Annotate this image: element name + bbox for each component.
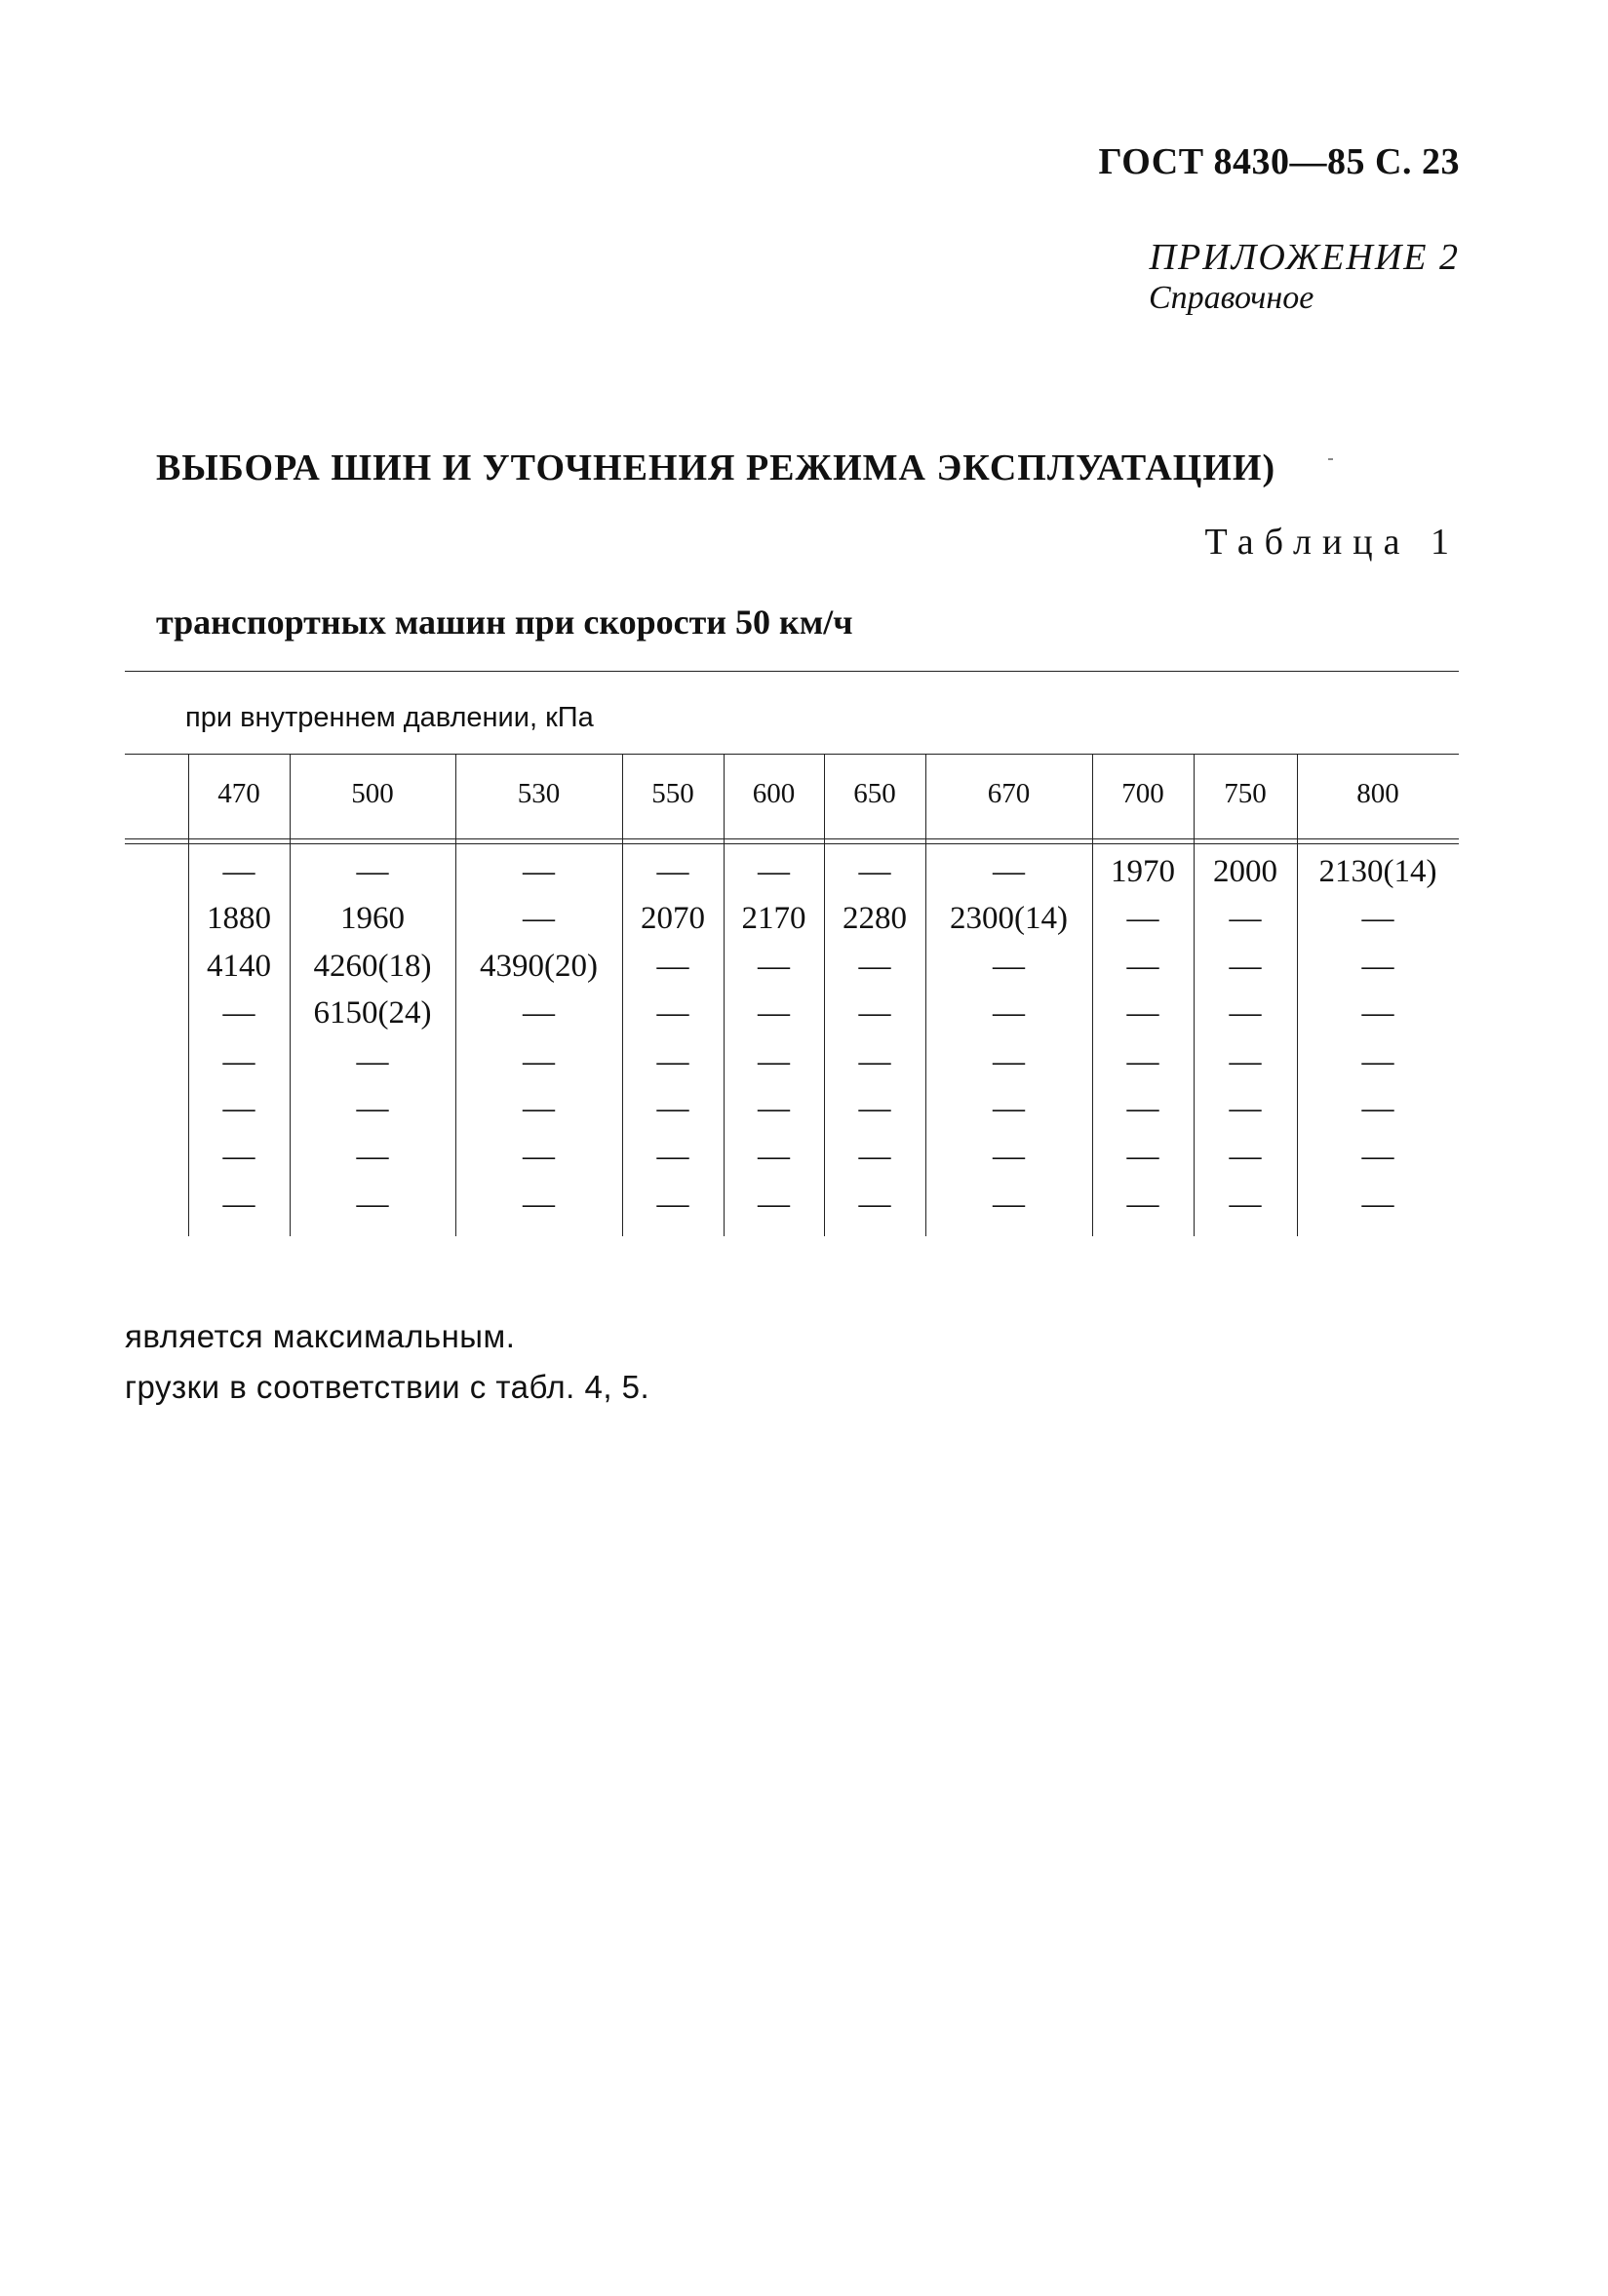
table-cell: — (1361, 901, 1394, 936)
table-cell: — (1229, 1091, 1262, 1126)
table-cell: — (1126, 1091, 1159, 1126)
pressure-column-header: 800 (1356, 778, 1399, 809)
table-cell: — (1361, 1139, 1394, 1174)
table-cell: — (222, 1091, 255, 1126)
table-label: Таблица 1 (1204, 522, 1460, 563)
scan-speck (1328, 458, 1333, 460)
table-cell: — (356, 854, 389, 889)
table-cell: — (523, 1044, 555, 1079)
pressure-column-header: 530 (517, 778, 561, 809)
table-cell: — (758, 854, 790, 889)
header-bottom-rule-double (125, 843, 1459, 844)
table-cell: — (993, 1044, 1025, 1079)
table-cell: — (656, 1187, 689, 1222)
header-bottom-rule (125, 838, 1459, 839)
pressure-column-header: 500 (351, 778, 394, 809)
table-cell: — (1361, 1091, 1394, 1126)
table-cell: 2070 (641, 901, 705, 936)
table-cell: 2130(14) (1318, 854, 1437, 889)
table-cell: — (656, 1091, 689, 1126)
table-cell: — (758, 949, 790, 984)
pressure-column-header: 650 (853, 778, 896, 809)
table-cell: — (758, 1187, 790, 1222)
table-cell: — (656, 949, 689, 984)
table-cell: — (656, 1044, 689, 1079)
table-cell: — (656, 854, 689, 889)
table-cell: — (1229, 949, 1262, 984)
table-cell: — (523, 901, 555, 936)
table-top-rule (125, 671, 1459, 672)
table-cell: — (993, 1091, 1025, 1126)
table-cell: — (993, 1187, 1025, 1222)
table-cell: — (993, 949, 1025, 984)
table-cell: — (758, 995, 790, 1031)
pressure-column-header: 550 (651, 778, 694, 809)
table-cell: — (222, 1044, 255, 1079)
table-cell: — (858, 854, 891, 889)
pressure-caption: при внутреннем давлении, кПа (185, 702, 594, 733)
pressure-column-header: 470 (217, 778, 260, 809)
table-cell: — (993, 1139, 1025, 1174)
table-cell: — (1229, 995, 1262, 1031)
table-cell: — (858, 1044, 891, 1079)
footnote-2: грузки в соответствии с табл. 4, 5. (125, 1369, 650, 1405)
table-cell: 4260(18) (313, 949, 432, 984)
table-cell: — (858, 995, 891, 1031)
appendix-type: Справочное (1149, 280, 1314, 316)
table-cell: — (758, 1044, 790, 1079)
table-cell: 6150(24) (313, 995, 432, 1031)
table-cell: — (993, 854, 1025, 889)
table-cell: — (1126, 1139, 1159, 1174)
table-cell: — (758, 1139, 790, 1174)
table-cell: — (523, 1139, 555, 1174)
table-cell: — (1361, 949, 1394, 984)
table-cell: 4390(20) (480, 949, 598, 984)
table-cell: — (1126, 1187, 1159, 1222)
table-cell: — (858, 949, 891, 984)
table-cell: — (356, 1187, 389, 1222)
pressure-column-header: 670 (987, 778, 1031, 809)
table-cell: — (523, 995, 555, 1031)
header-top-rule (125, 754, 1459, 755)
table-cell: 1970 (1111, 854, 1175, 889)
table-cell: — (1361, 1044, 1394, 1079)
table-cell: 2000 (1213, 854, 1277, 889)
table-cell: 1960 (340, 901, 405, 936)
table-cell: — (523, 1187, 555, 1222)
table-cell: 1880 (207, 901, 271, 936)
table-cell: — (222, 1187, 255, 1222)
table-cell: — (656, 995, 689, 1031)
table-cell: 4140 (207, 949, 271, 984)
page-header: ГОСТ 8430—85 С. 23 (1098, 141, 1460, 182)
table-cell: — (993, 995, 1025, 1031)
table-cell: — (222, 995, 255, 1031)
document-title: ВЫБОРА ШИН И УТОЧНЕНИЯ РЕЖИМА ЭКСПЛУАТАЦИИ) (156, 448, 1276, 488)
table-cell: 2170 (741, 901, 806, 936)
table-cell: — (1126, 995, 1159, 1031)
table-cell: — (1229, 1187, 1262, 1222)
table-cell: — (356, 1139, 389, 1174)
pressure-column-header: 750 (1224, 778, 1267, 809)
table-cell: — (1229, 1044, 1262, 1079)
table-cell: — (758, 1091, 790, 1126)
table-cell: — (1229, 901, 1262, 936)
table-cell: — (1126, 949, 1159, 984)
table-cell: — (656, 1139, 689, 1174)
table-cell: — (1126, 901, 1159, 936)
table-cell: — (1126, 1044, 1159, 1079)
table-cell: — (858, 1091, 891, 1126)
table-cell: — (356, 1044, 389, 1079)
table-cell: — (1361, 1187, 1394, 1222)
table-cell: — (222, 1139, 255, 1174)
table-cell: — (858, 1187, 891, 1222)
table-caption: транспортных машин при скорости 50 км/ч (156, 603, 853, 642)
table-cell: 2280 (843, 901, 907, 936)
table-cell: — (222, 854, 255, 889)
pressure-column-header: 600 (752, 778, 796, 809)
table-cell: — (356, 1091, 389, 1126)
table-cell: — (1229, 1139, 1262, 1174)
table-cell: — (1361, 995, 1394, 1031)
table-cell: — (858, 1139, 891, 1174)
table-cell: — (523, 854, 555, 889)
appendix-label: ПРИЛОЖЕНИЕ 2 (1149, 237, 1460, 278)
footnote-1: является максимальным. (125, 1318, 516, 1354)
table-cell: — (523, 1091, 555, 1126)
pressure-column-header: 700 (1121, 778, 1164, 809)
table-cell: 2300(14) (950, 901, 1068, 936)
